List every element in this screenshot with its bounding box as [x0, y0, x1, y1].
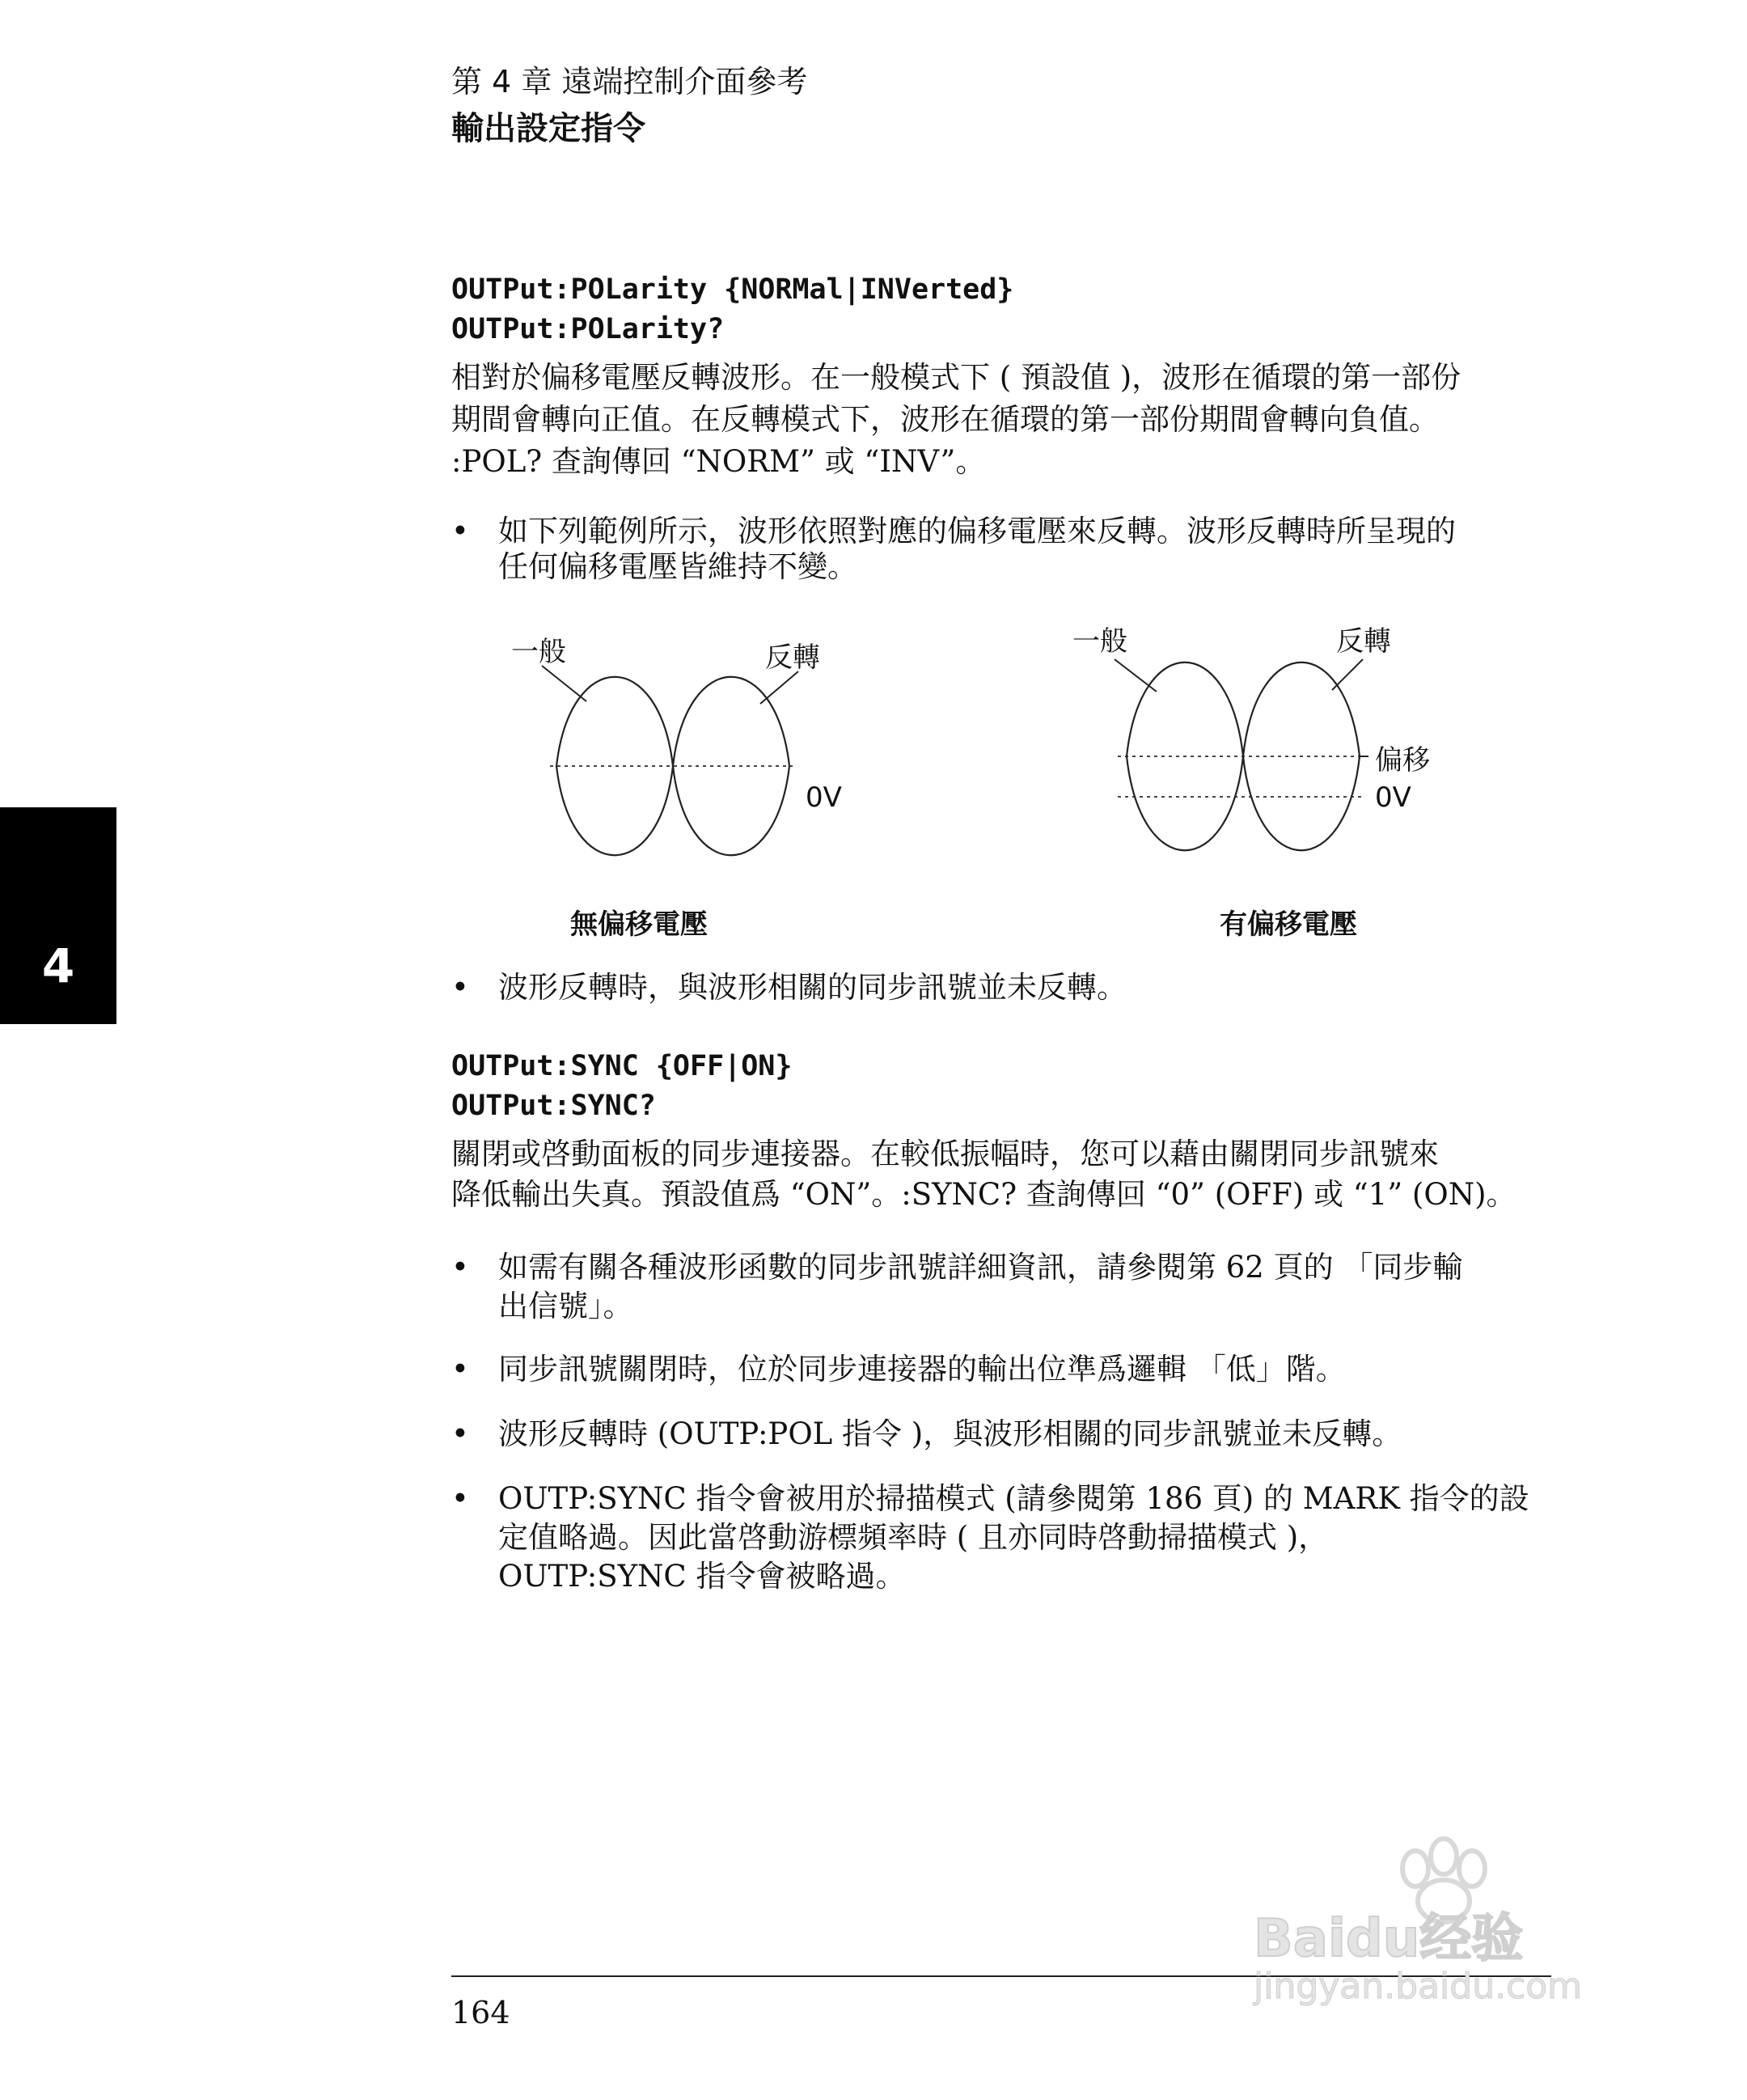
inverted-leader	[1332, 659, 1363, 690]
inverted-wave-down	[673, 766, 789, 855]
normal-wave-up	[556, 677, 673, 766]
bullet-dot: •	[451, 514, 469, 548]
normal-wave-down	[556, 766, 673, 855]
bullet-dot: •	[451, 1250, 469, 1285]
polarity-query: OUTPut:POLarity?	[451, 313, 725, 345]
inverted-leader	[760, 671, 798, 704]
sync-query: OUTPut:SYNC?	[451, 1090, 656, 1122]
bullet-text: 如下列範例所示，波形依照對應的偏移電壓來反轉。波形反轉時所呈現的	[498, 514, 1456, 548]
bullet-text: OUTP:SYNC 指令會被略過。	[498, 1559, 906, 1594]
right-diagram	[1115, 659, 1368, 850]
bullet-text: 任何偏移電壓皆維持不變。	[498, 549, 857, 584]
sync-desc-line1: 關閉或啓動面板的同步連接器。在較低振幅時，您可以藉由關閉同步訊號來	[451, 1137, 1439, 1171]
bullet-text: 定值略過。因此當啓動游標頻率時 ( 且亦同時啓動掃描模式 )，	[498, 1520, 1329, 1555]
normal-leader	[1115, 659, 1157, 692]
left-zero-label: 0V	[806, 781, 842, 814]
right-inverted-label: 反轉	[1336, 625, 1391, 658]
right-normal-label: 一般	[1072, 625, 1127, 658]
inverted-wave-up	[1243, 663, 1360, 756]
bullet-text: 波形反轉時 (OUTP:POL 指令 )，與波形相關的同步訊號並未反轉。	[498, 1416, 1402, 1451]
baidu-watermark	[1246, 1820, 1666, 2014]
right-offset-label: 偏移	[1375, 744, 1430, 777]
left-diagram	[542, 666, 798, 855]
chapter-title: 第 4 章 遠端控制介面參考	[451, 64, 808, 99]
sync-command: OUTPut:SYNC {OFF|ON}	[451, 1050, 793, 1082]
section-title: 輸出設定指令	[451, 110, 645, 147]
sync-desc-line2: 降低輸出失真。預設值爲 “ON”。:SYNC? 查詢傳回 “0” (OFF) 或 “1” (ON)。	[451, 1177, 1516, 1212]
left-normal-label: 一般	[511, 636, 566, 668]
bullet-text: 出信號」。	[498, 1289, 633, 1323]
watermark-brand: Baidu经验	[1254, 1909, 1524, 1969]
inverted-wave-down	[1243, 756, 1360, 850]
bullet-dot: •	[451, 1481, 469, 1516]
left-inverted-label: 反轉	[765, 641, 820, 674]
normal-leader	[542, 666, 586, 701]
polarity-desc-line2: 期間會轉向正值。在反轉模式下，波形在循環的第一部份期間會轉向負值。	[451, 402, 1439, 437]
bullet-text: 同步訊號關閉時，位於同步連接器的輸出位準爲邏輯 「低」階。	[498, 1352, 1346, 1387]
normal-wave-up	[1127, 663, 1243, 756]
right-zero-label: 0V	[1375, 781, 1411, 814]
normal-wave-down	[1127, 756, 1243, 850]
bullet-dot: •	[451, 1416, 469, 1451]
right-caption: 有偏移電壓	[1220, 908, 1357, 941]
bullet-dot: •	[451, 1352, 469, 1387]
bullet-dot: •	[451, 970, 469, 1005]
polarity-command: OUTPut:POLarity {NORMal|INVerted}	[451, 273, 1014, 306]
watermark-url: jingyan.baidu.com	[1254, 1966, 1583, 2007]
chapter-tab-label: 4	[41, 938, 75, 993]
chapter-tab	[0, 807, 116, 1024]
bullet-text: 波形反轉時，與波形相關的同步訊號並未反轉。	[498, 970, 1127, 1005]
inverted-wave-up	[673, 677, 789, 766]
page-number: 164	[451, 1995, 510, 2030]
polarity-desc-line3: :POL? 查詢傳回 “NORM” 或 “INV”。	[451, 444, 986, 479]
bullet-text: OUTP:SYNC 指令會被用於掃描模式 (請參閱第 186 頁) 的 MARK 指令的設	[498, 1481, 1529, 1516]
polarity-desc-line1: 相對於偏移電壓反轉波形。在一般模式下 ( 預設值 )，波形在循環的第一部份	[451, 360, 1461, 395]
bullet-text: 如需有關各種波形函數的同步訊號詳細資訊，請參閱第 62 頁的 「同步輸	[498, 1250, 1463, 1285]
left-caption: 無偏移電壓	[570, 908, 708, 941]
